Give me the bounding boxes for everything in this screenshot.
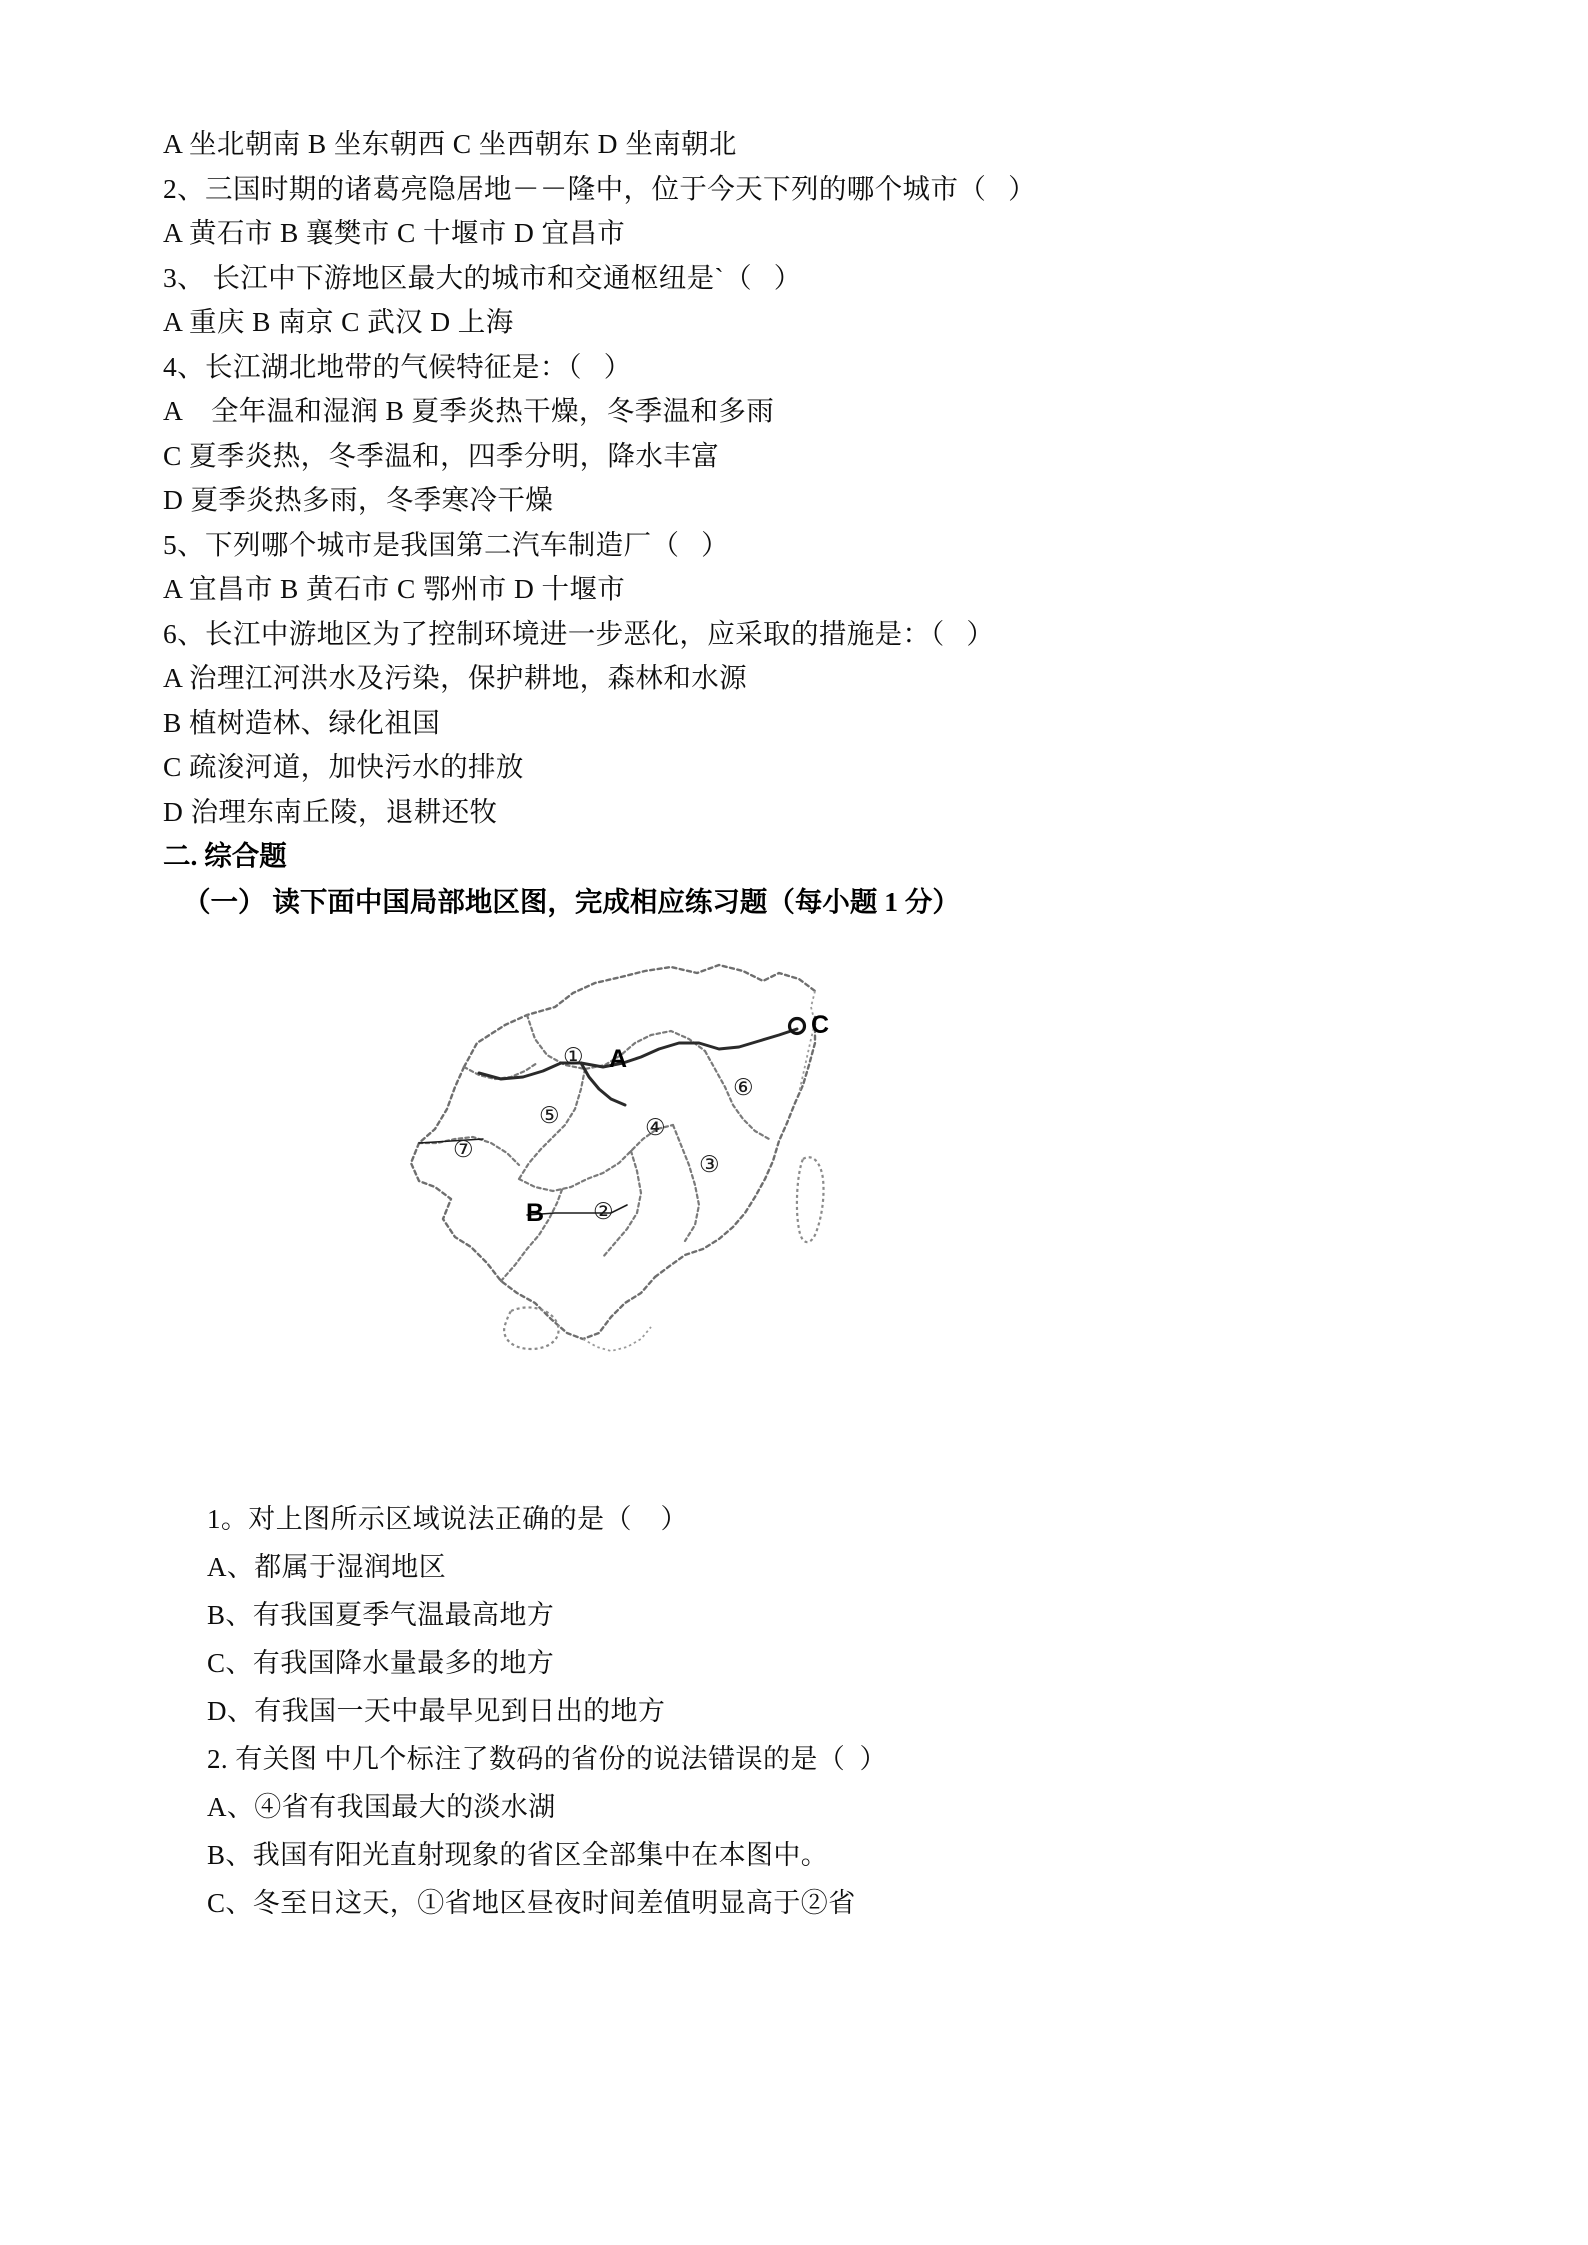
- map-questions-block: [207, 1495, 1433, 1927]
- china-regional-map: [359, 947, 919, 1377]
- question-line: A 黄石市 B 襄樊市 C 十堰市 D 宜昌市: [163, 217, 626, 248]
- map-province-marker-7: ⑦: [453, 1136, 474, 1162]
- section-heading-part-two: 二. 综合题: [163, 840, 287, 871]
- question-line: B 植树造林、绿化祖国: [163, 706, 441, 738]
- map-province-marker-1: ①: [563, 1043, 584, 1069]
- question-line: A 宜昌市 B 黄石市 C 鄂州市 D 十堰市: [163, 573, 626, 604]
- map-province-marker-5: ⑤: [539, 1102, 560, 1128]
- question-line: C、有我国降水量最多的地方: [207, 1647, 555, 1678]
- map-province-marker-2: ②: [593, 1198, 614, 1224]
- question-line: A 全年温和湿润 B 夏季炎热干燥，冬季温和多雨: [163, 395, 775, 426]
- subsection-heading-map-exercise: （一） 读下面中国局部地区图，完成相应练习题（每小题 1 分）: [183, 885, 960, 917]
- map-province-marker-3: ③: [699, 1151, 720, 1177]
- question-line: A 坐北朝南 B 坐东朝西 C 坐西朝东 D 坐南朝北: [163, 128, 737, 159]
- map-label-c: C: [811, 1010, 830, 1039]
- map-label-a: A: [609, 1044, 628, 1073]
- question-line: 4、长江湖北地带的气候特征是：（ ）: [163, 350, 632, 382]
- question-line: A、都属于湿润地区: [207, 1551, 447, 1582]
- map-province-marker-6: ⑥: [733, 1074, 754, 1100]
- map-hainan-island: [504, 1307, 558, 1349]
- question-line: 1。对上图所示区域说法正确的是（ ）: [207, 1503, 688, 1534]
- question-line: A 治理江河洪水及污染，保护耕地，森林和水源: [163, 662, 748, 693]
- map-province-marker-4: ④: [645, 1114, 666, 1140]
- question-line: A、④省有我国最大的淡水湖: [207, 1791, 556, 1822]
- question-line: 2、三国时期的诸葛亮隐居地－－隆中，位于今天下列的哪个城市（ ）: [163, 172, 1036, 204]
- map-taiwan-island: [797, 1157, 824, 1242]
- question-line: D 夏季炎热多雨，冬季寒冷干燥: [163, 484, 554, 515]
- map-label-b: B: [526, 1198, 545, 1227]
- question-line: B、有我国夏季气温最高地方: [207, 1599, 555, 1630]
- map-svg: [359, 947, 919, 1377]
- question-line: 3、 长江中下游地区最大的城市和交通枢纽是`（ ）: [163, 261, 802, 293]
- question-line: D 治理东南丘陵，退耕还牧: [163, 795, 498, 827]
- question-line: A 重庆 B 南京 C 武汉 D 上海: [163, 306, 514, 337]
- question-line: C 疏浚河道，加快污水的排放: [163, 751, 524, 782]
- document-body: [163, 122, 1433, 1927]
- question-line: C 夏季炎热，冬季温和，四季分明，降水丰富: [163, 439, 720, 471]
- question-line: 6、长江中游地区为了控制环境进一步恶化，应采取的措施是：（ ）: [163, 617, 995, 649]
- question-line: B、我国有阳光直射现象的省区全部集中在本图中。: [207, 1839, 829, 1870]
- question-line: D、有我国一天中最早见到日出的地方: [207, 1695, 666, 1726]
- question-line: 5、下列哪个城市是我国第二汽车制造厂（ ）: [163, 528, 730, 560]
- question-line: 2. 有关图 中几个标注了数码的省份的说法错误的是（ ）: [207, 1743, 887, 1774]
- question-line: C、冬至日这天，①省地区昼夜时间差值明显高于②省: [207, 1887, 856, 1918]
- map-city-marker-c: [790, 1018, 805, 1033]
